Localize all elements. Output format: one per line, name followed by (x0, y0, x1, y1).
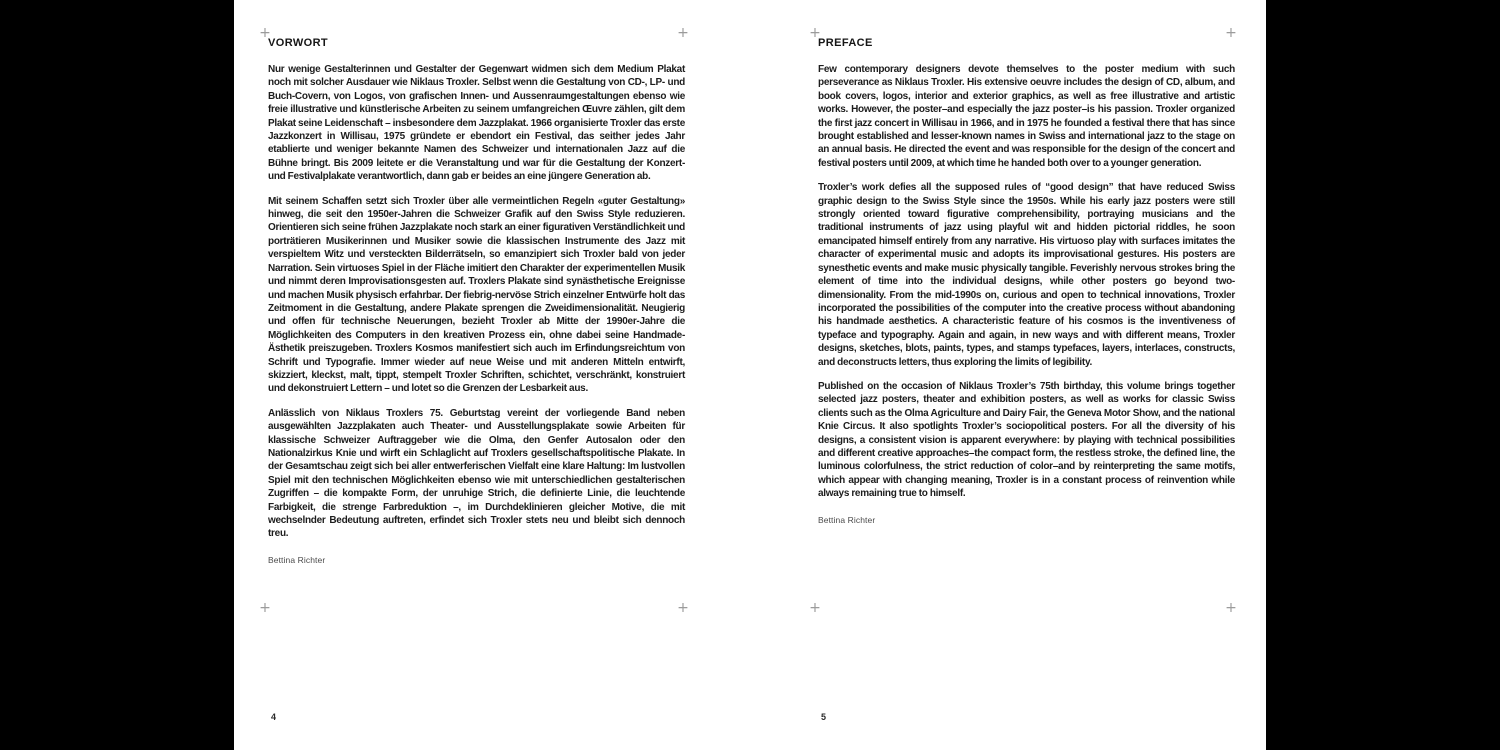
page-number: 5 (821, 712, 827, 722)
crop-mark-icon: + (259, 600, 271, 616)
page-title: VORWORT (268, 37, 329, 49)
right-page-preface (818, 37, 1235, 525)
crop-mark-icon: + (677, 600, 689, 616)
crop-mark-icon: + (259, 25, 271, 41)
body-text (818, 63, 1235, 501)
paragraph: Mit seinem Schaffen setzt sich Troxler über alle vermeintlichen Regeln «guter Gestaltung» hinweg, die seit den 1950er-Jahren die Schweizer Grafik auf den Swiss Style reduzieren. Orientieren sich seine frühen Jazzplakate noch stark an einer figurativen Verständlichkeit und porträtieren Musikerinnen und Musiker sowie die klassischen Instrumente des Jazz mit verspieltem Witz und versteckten Bilderrätseln, so emanzipiert sich Troxler bald von jeder Narration. Sein virtuoses Spiel in der Fläche imitiert den Charakter der experimentellen Musik und nimmt deren Improvisationsgesten auf. Troxlers Plakate sind synästhetische Ereignisse und machen Musik physisch erfahrbar. Der fiebrig-nervöse Strich einzelner Entwürfe holt das Zeitmoment in die Gestaltung, andere Plakate sprengen die Zweidimensionalität. Neugierig und offen für technische Neuerungen, bezieht Troxler ab Mitte der 1990er-Jahre die Möglichkeiten des Computers in den kreativen Prozess ein, ohne dabei seine Handmade-Ästhetik preiszugeben. Troxlers Kosmos manifestiert sich auch im Erfindungsreichtum von Schrift und Typografie. Immer wieder auf neue Weise und mit anderen Mitteln entwirft, skizziert, kleckst, malt, tippt, stempelt Troxler Schriften, schichtet, verschränkt, konstruiert und dekonstruiert Lettern – und lotet so die Grenzen der Lesbarkeit aus. (268, 195, 685, 395)
paragraph: Nur wenige Gestalterinnen und Gestalter der Gegenwart widmen sich dem Medium Plakat noch mit solcher Ausdauer wie Niklaus Troxler. Selbst wenn die Gestaltung von CD-, LP- und Buch-Covern, von Logos, von grafischen Innen- und Aussenraumgestaltungen ebenso wie freie illustrative und künstlerische Arbeiten zu seinem umfangreichen Œuvre zählen, gilt dem Plakat seine Leidenschaft – insbesondere dem Jazzplakat. 1966 organisierte Troxler das erste Jazzkonzert in Willisau, 1975 gründete er ebendort ein Festival, das seither jedes Jahr etablierte und weniger bekannte Namen des Schweizer und internationalen Jazz auf die Bühne bringt. Bis 2009 leitete er die Veranstaltung und war für die Gestaltung der Konzert- und Festivalplakate verantwortlich, dann gab er beides an eine jüngere Generation ab. (268, 64, 685, 183)
page-title: PREFACE (818, 37, 873, 49)
crop-mark-icon: + (1225, 25, 1237, 41)
crop-mark-icon: + (809, 25, 821, 41)
crop-mark-icon: + (809, 600, 821, 616)
paragraph: Few contemporary designers devote themselves to the poster medium with such perseverance as Niklaus Troxler. His extensive oeuvre includes the design of CD, album, and book covers, logos, interior and exterior graphics, as well as free illustrative and artistic works. However, the poster–and especially the jazz poster–is his passion. Troxler organized the first jazz concert in Willisau in 1966, and in 1975 he founded a festival there that has since brought established and lesser-known names in Swiss and international jazz to the stage on an annual basis. He directed the event and was responsible for the design of the concert and festival posters until 2009, at which time he handed both over to a younger generation. (818, 64, 1235, 169)
paragraph: Anlässlich von Niklaus Troxlers 75. Geburtstag vereint der vorliegende Band neben ausgewählten Jazzplakaten auch Theater- und Ausstellungsplakate sowie Arbeiten für klassische Schweizer Auftraggeber wie die Olma, den Genfer Autosalon oder den Nationalzirkus Knie und wirft ein Schlaglicht auf Troxlers gesellschaftspolitische Plakate. In der Gesamtschau zeigt sich bei aller entwerferischen Vielfalt eine klare Haltung: Im lustvollen Spiel mit den technischen Möglichkeiten ebenso wie mit unterschiedlichen gestalterischen Zugriffen – die kompakte Form, der unruhige Strich, die definierte Linie, die leuchtende Farbigkeit, die strenge Farbreduktion –, im Durchdeklinieren gleicher Motive, die mit wechselnder Bedeutung auftreten, erfindet sich Troxler stets neu und bleibt sich dennoch treu. (268, 407, 685, 540)
author-signature: Bettina Richter (818, 514, 876, 525)
page-number: 4 (271, 712, 277, 722)
paragraph: Troxler’s work defies all the supposed rules of “good design” that have reduced Swiss graphic design to the Swiss Style since the 1950s. While his early jazz posters were still strongly oriented toward figurative comprehensibility, portraying musicians and the traditional instruments of jazz using playful wit and hidden pictorial riddles, he soon emancipated himself entirely from any narrative. His virtuoso play with surfaces imitates the character of experimental music and adopts its improvisational gestures. His posters are synesthetic events and make music physically tangible. Feverishly nervous strokes bring the element of time into the individual designs, while other posters go beyond two-dimensionality. From the mid-1990s on, curious and open to technical innovations, Troxler incorporated the possibilities of the computer into the creative process without abandoning his handmade aesthetics. A characteristic feature of his cosmos is the inventiveness of typeface and typography. Again and again, in new ways and with different means, Troxler designs, sketches, blots, paints, types, and stamps typefaces, layers, interlaces, constructs, and deconstructs letters, thus exploring the limits of legibility. (818, 182, 1235, 368)
left-page-vorwort (268, 37, 685, 565)
crop-mark-icon: + (1225, 600, 1237, 616)
author-signature: Bettina Richter (268, 554, 326, 565)
crop-mark-icon: + (677, 25, 689, 41)
body-text (268, 63, 685, 541)
paragraph: Published on the occasion of Niklaus Troxler’s 75th birthday, this volume brings together selected jazz posters, theater and exhibition posters, as well as works for classic Swiss clients such as the Olma Agriculture and Dairy Fair, the Geneva Motor Show, and the national Knie Circus. It also spotlights Troxler’s sociopolitical posters. For all the diversity of his designs, a consistent vision is apparent everywhere: by playing with technical possibilities and different creative approaches–the compact form, the restless stroke, the defined line, the luminous colorfulness, the strict reduction of color–and by reinterpreting the same motifs, which appear with changing meaning, Troxler is in a constant process of reinvention while always remaining true to himself. (818, 380, 1235, 500)
book-spread (234, 0, 1266, 750)
